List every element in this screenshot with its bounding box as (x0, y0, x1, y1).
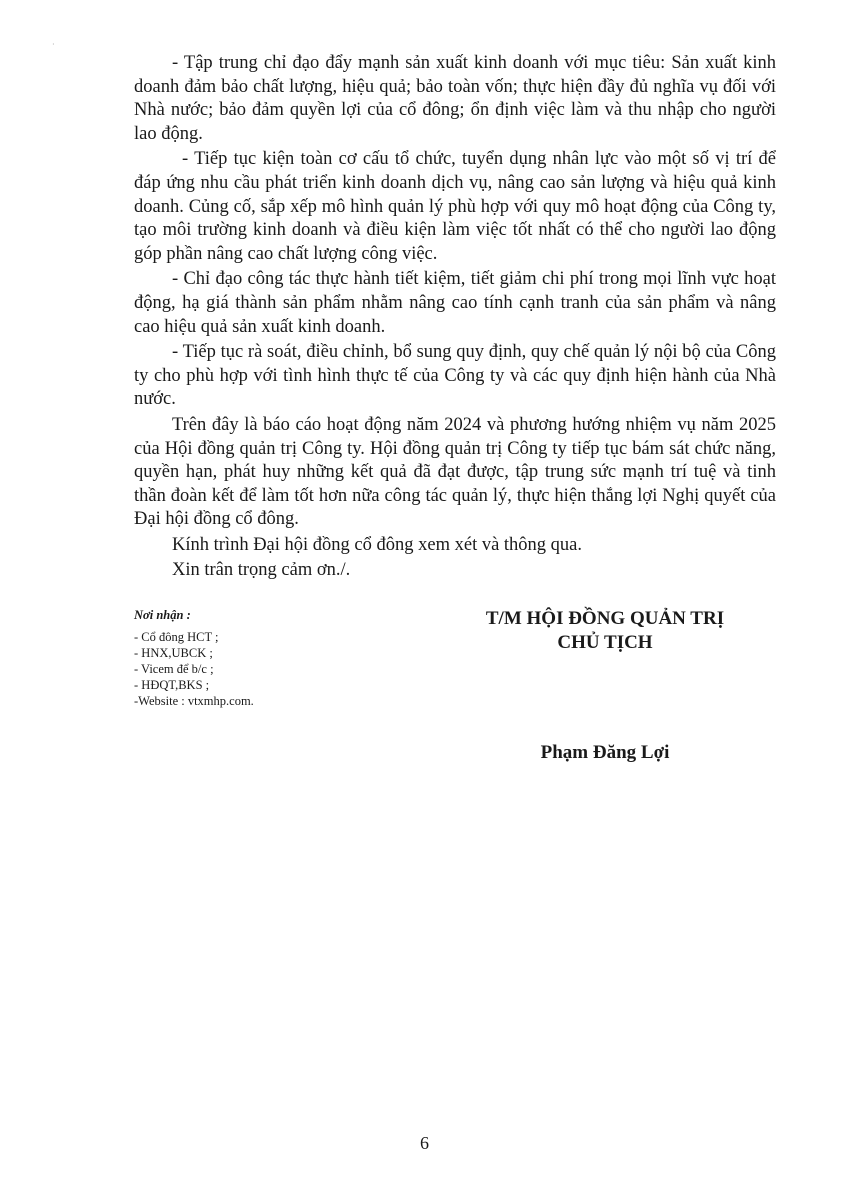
signer-name: Phạm Đăng Lợi (540, 742, 670, 763)
recipient-item: - Cổ đông HCT ; (134, 630, 219, 644)
paragraph-regulations: - Tiếp tục rà soát, điều chỉnh, bổ sung quy định, quy chế quản lý nội bộ của Công ty cho phù hợp với tình hình thực tế của Công ty và các quy định hiện hành của Nhà nước. (134, 342, 776, 410)
page-number: 6 (420, 1133, 429, 1153)
signature-block (440, 607, 770, 655)
paragraph-cost-saving: - Chỉ đạo công tác thực hành tiết kiệm, tiết giảm chi phí trong mọi lĩnh vực hoạt động, hạ giá thành sản phẩm nhằm nâng cao tính cạnh tranh của sản phẩm và nâng cao hiệu quả sản xuất kinh doanh. (134, 269, 776, 337)
recipient-item: -Website : vtxmhp.com. (134, 694, 254, 708)
paragraph-thanks: Xin trân trọng cảm ơn./. (172, 560, 351, 581)
paragraph-organization: - Tiếp tục kiện toàn cơ cấu tổ chức, tuyển dụng nhân lực vào một số vị trí để đáp ứng nhu cầu phát triển kinh doanh dịch vụ, nâng cao sản lượng và hiệu quả kinh doanh. Củng cố, sắp xếp mô hình quản lý phù hợp với quy mô hoạt động của Công ty, tạo môi trường kinh doanh và điều kiện làm việc tốt nhất có thể cho người lao động góp phần nâng cao chất lượng công việc. (134, 149, 776, 264)
recipient-item: - HĐQT,BKS ; (134, 678, 210, 692)
recipients-block (134, 607, 434, 709)
paragraph-production-goals: - Tập trung chỉ đạo đẩy mạnh sản xuất kinh doanh với mục tiêu: Sản xuất kinh doanh đảm bảo chất lượng, hiệu quả; bảo toàn vốn; thực hiện đầy đủ nghĩa vụ đối với Nhà nước; bảo đảm quyền lợi của cổ đông; ổn định việc làm và thu nhập cho người lao động. (134, 53, 776, 144)
paragraph-summary: Trên đây là báo cáo hoạt động năm 2024 và phương hướng nhiệm vụ năm 2025 của Hội đồng quản trị Công ty. Hội đồng quản trị Công ty tiếp tục bám sát chức năng, quyền hạn, phát huy những kết quả đã đạt được, tập trung sức mạnh trí tuệ và tinh thần đoàn kết để làm tốt hơn nữa công tác quản lý, thực hiện thắng lợi Nghị quyết của Đại hội đồng cổ đông. (134, 414, 776, 530)
recipient-item: - Vicem để b/c ; (134, 662, 214, 676)
recipient-item: - HNX,UBCK ; (134, 646, 213, 660)
signature-role: CHỦ TỊCH (557, 632, 653, 653)
document-body (134, 52, 776, 585)
scan-artifact: · (52, 40, 61, 49)
signature-title: T/M HỘI ĐỒNG QUẢN TRỊ (485, 608, 725, 629)
recipients-heading: Nơi nhận : (134, 608, 191, 622)
paragraph-submission: Kính trình Đại hội đồng cổ đông xem xét và thông qua. (172, 534, 583, 555)
